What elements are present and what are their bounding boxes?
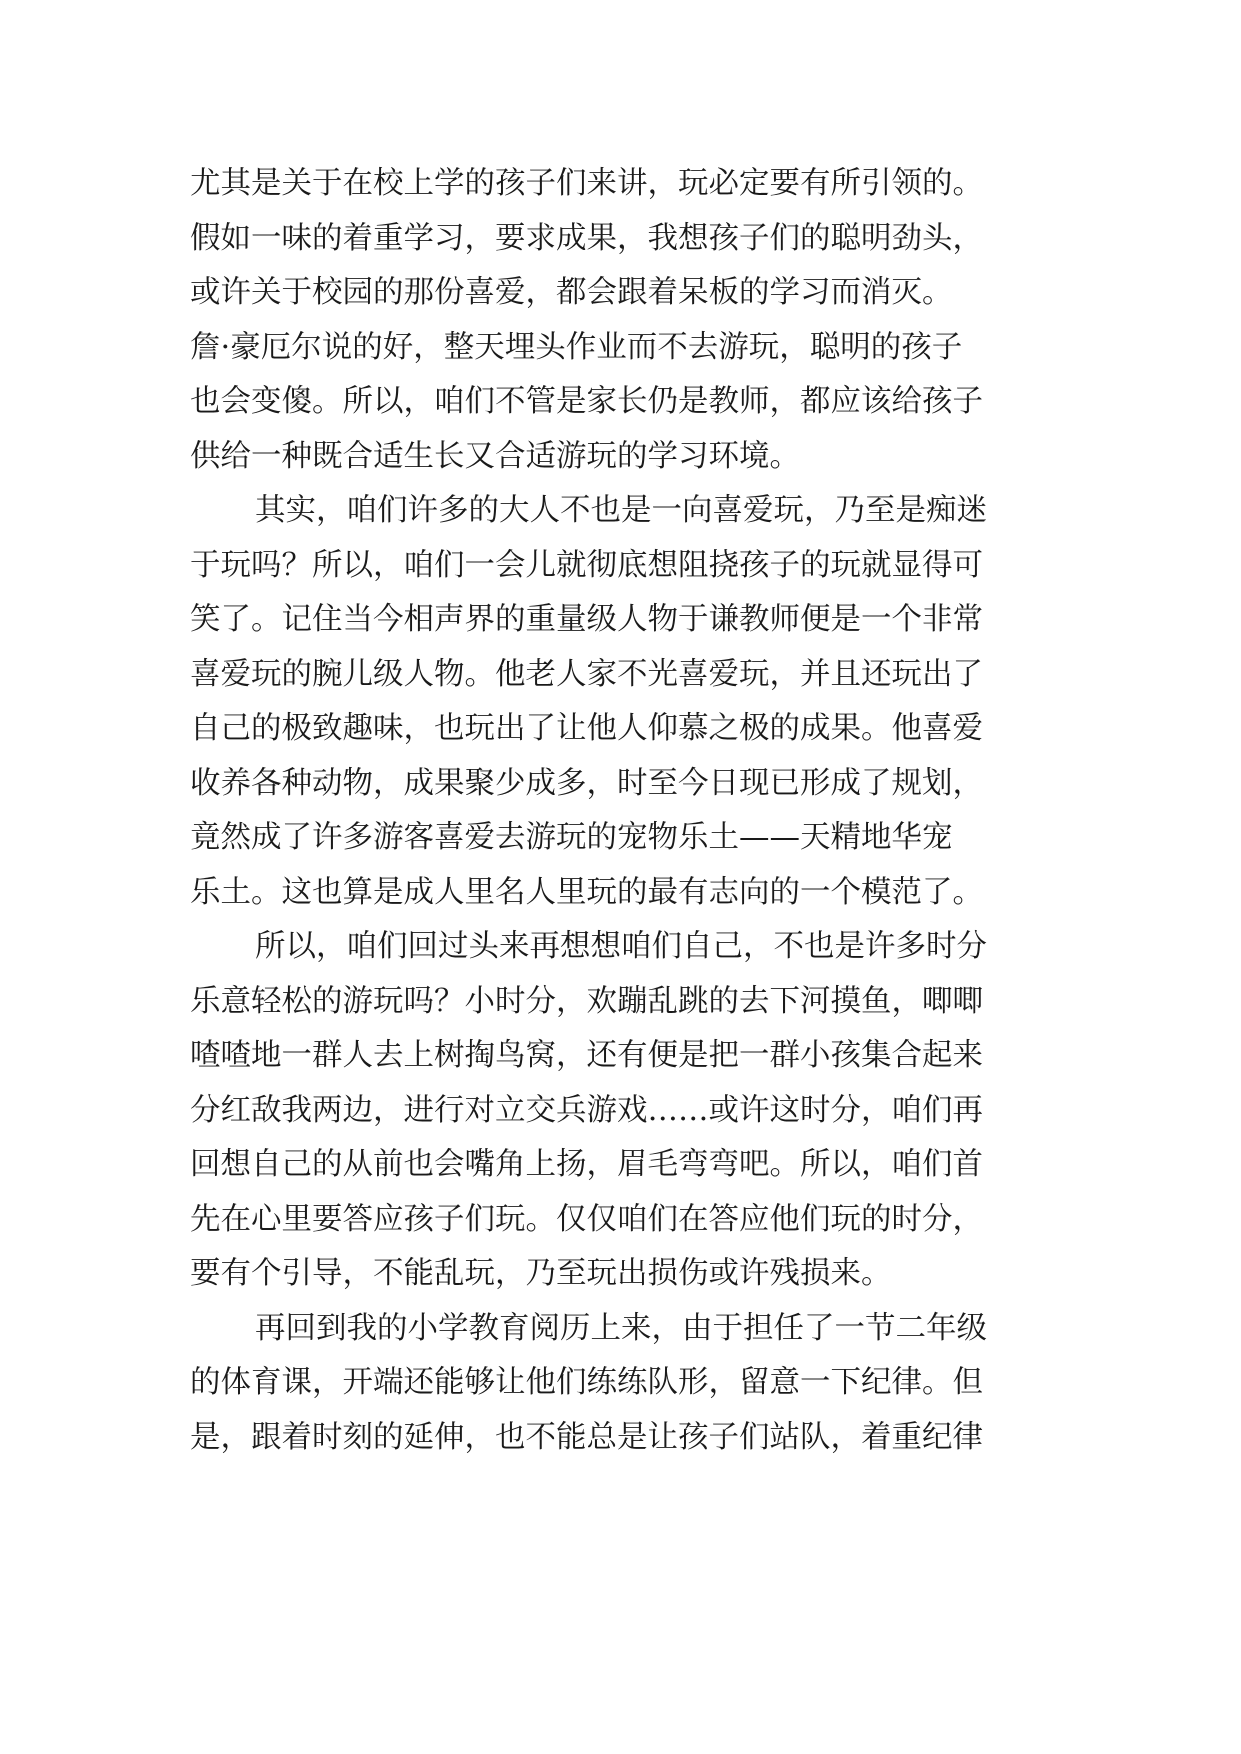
text-line: 先在心里要答应孩子们玩。仅仅咱们在答应他们玩的时分，: [190, 1201, 983, 1237]
paragraph: [190, 484, 1060, 920]
text-line: 于玩吗？所以，咱们一会儿就彻底想阻挠孩子的玩就显得可: [190, 547, 983, 583]
text-line: 再回到我的小学教育阅历上来，由于担任了一节二年级: [255, 1310, 987, 1346]
text-line: 或许关于校园的那份喜爱，都会跟着呆板的学习而消灭。: [190, 275, 953, 310]
text-line: 尤其是关于在校上学的孩子们来讲，玩必定要有所引领的。: [190, 166, 983, 201]
paragraph: [190, 920, 1060, 1302]
text-line: 要有个引导，不能乱玩，乃至玩出损伤或许残损来。: [190, 1256, 892, 1291]
text-line: 供给一种既合适生长又合适游玩的学习环境。: [190, 438, 800, 474]
text-line: 竟然成了许多游客喜爱去游玩的宠物乐土——天精地华宠: [190, 820, 953, 855]
text-line: 笑了。记住当今相声界的重量级人物于谦教师便是一个非常: [190, 602, 983, 637]
paragraph: [190, 1302, 1060, 1466]
text-line: 也会变傻。所以，咱们不管是家长仍是教师，都应该给孩子: [190, 384, 983, 419]
text-line: 詹·豪厄尔说的好，整天埋头作业而不去游玩，聪明的孩子: [190, 329, 963, 365]
text-line: 其实，咱们许多的大人不也是一向喜爱玩，乃至是痴迷: [255, 493, 987, 528]
text-line: 所以，咱们回过头来再想想咱们自己，不也是许多时分: [255, 929, 987, 964]
text-line: 收养各种动物，成果聚少成多，时至今日现已形成了规划，: [190, 765, 983, 801]
text-line: 分红敌我两边，进行对立交兵游戏……或许这时分，咱们再: [190, 1092, 983, 1128]
body-text: [190, 157, 1060, 1465]
text-line: 乐土。这也算是成人里名人里玩的最有志向的一个模范了。: [190, 874, 983, 910]
text-line: 假如一味的着重学习，要求成果，我想孩子们的聪明劲头，: [190, 220, 983, 256]
paragraph: [190, 157, 1060, 484]
text-line: 乐意轻松的游玩吗？小时分，欢蹦乱跳的去下河摸鱼，唧唧: [190, 983, 983, 1019]
text-line: 的体育课，开端还能够让他们练练队形，留意一下纪律。但: [190, 1365, 983, 1400]
text-line: 回想自己的从前也会嘴角上扬，眉毛弯弯吧。所以，咱们首: [190, 1147, 983, 1182]
text-line: 喜爱玩的腕儿级人物。他老人家不光喜爱玩，并且还玩出了: [190, 656, 983, 692]
text-line: 是，跟着时刻的延伸，也不能总是让孩子们站队，着重纪律: [190, 1419, 983, 1455]
text-line: 自己的极致趣味，也玩出了让他人仰慕之极的成果。他喜爱: [190, 711, 983, 746]
text-line: 喳喳地一群人去上树掏鸟窝，还有便是把一群小孩集合起来: [190, 1038, 983, 1073]
